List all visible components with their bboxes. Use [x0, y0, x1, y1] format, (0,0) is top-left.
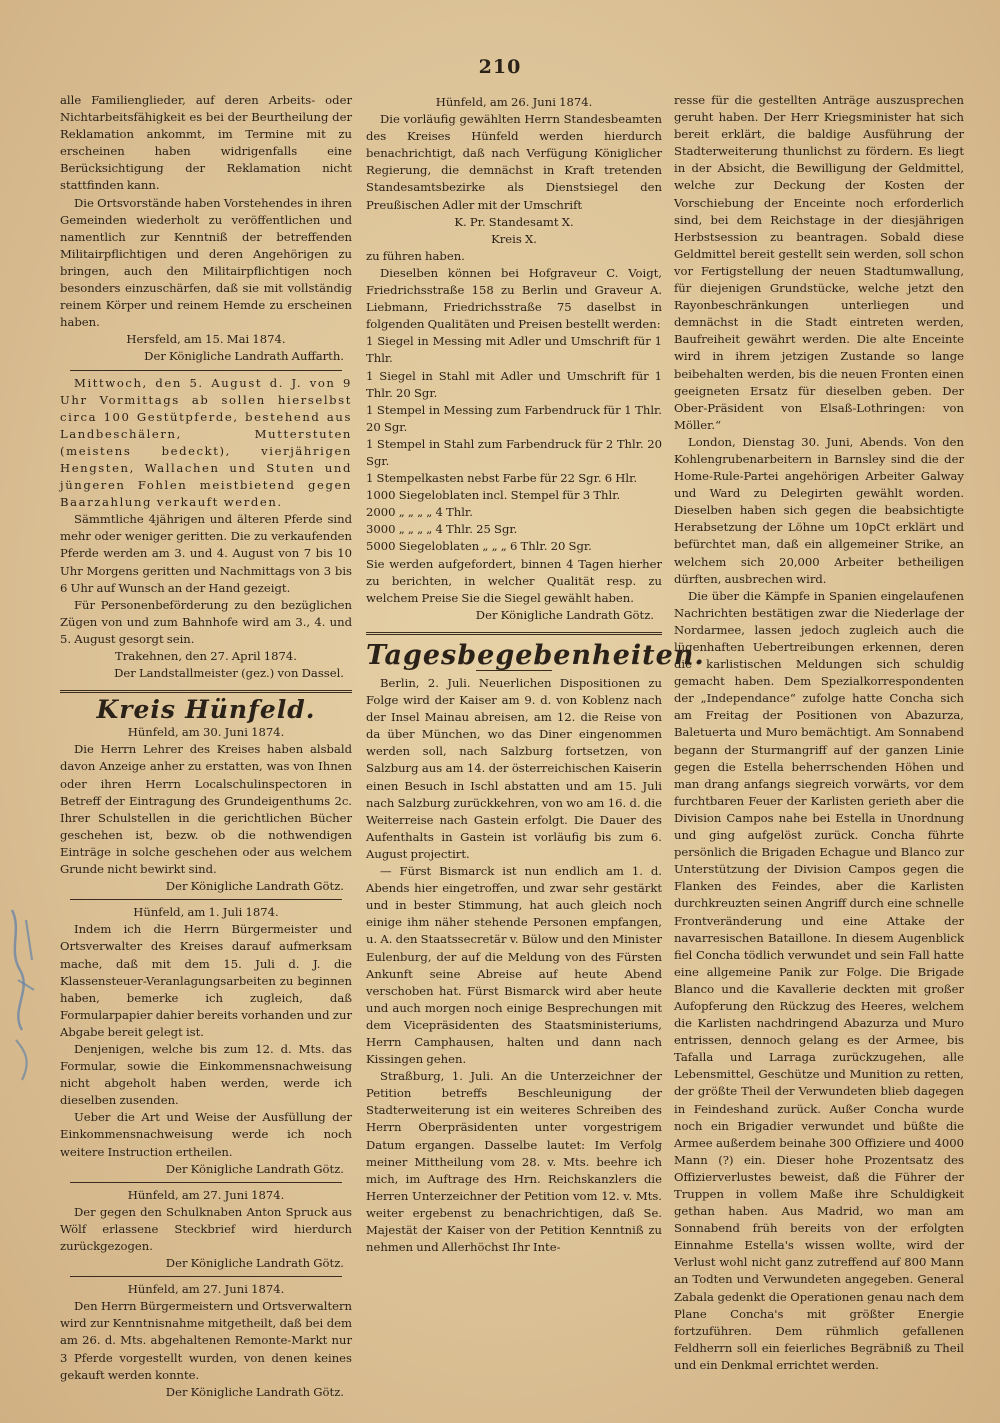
seal-inscription: Kreis X.: [491, 231, 537, 246]
paragraph: Den Herrn Bürgermeistern und Ortsverwaltern wird zur Kenntnisnahme mitgetheilt, daß bei dem am 26. d. Mts. abgehaltenen Remonte-Markt nur 3 Pferde vorgestellt wurden, von denen keines gekauft werden konnte.: [60, 1299, 352, 1382]
dateline: Hünfeld, am 26. Juni 1874.: [435, 95, 593, 109]
signature: Der Königliche Landrath Götz.: [165, 879, 344, 894]
divider: [70, 1276, 342, 1277]
paragraph: Ueber die Art und Weise der Ausfüllung der Einkommensnachweisung werde ich noch weitere Instruction ertheilen.: [60, 1110, 352, 1159]
paragraph: Denjenigen, welche bis zum 12. d. Mts. das Formular, sowie die Einkommensnachweisung nicht abgeholt haben werden, werde ich dieselben zusenden.: [60, 1041, 352, 1108]
paragraph: Der gegen den Schulknaben Anton Spruck aus Wölf erlassene Steckbrief wird hierdurch zurückgezogen.: [60, 1204, 352, 1253]
dateline: Hünfeld, am 27. Juni 1874.: [127, 1282, 285, 1297]
paragraph: Sämmtliche 4jährigen und älteren Pferde sind mehr oder weniger geritten. Die zu verkaufenden Pferde werden am 3. und 4. August von 7 bis 10 Uhr Morgens geritten und Nachmittags von 3 bis 6 Uhr auf Wunsch an der Hand gezeigt.: [60, 512, 352, 595]
price-item: 5000 Siegeloblaten „ „ „ 6 Thlr. 20 Sgr.: [366, 539, 592, 554]
signature: Der Königliche Landrath Auffarth.: [144, 349, 344, 364]
signature: Der Königliche Landrath Götz.: [165, 1384, 344, 1399]
price-item: 2000 „ „ „ „ 4 Thlr.: [366, 505, 473, 520]
dateline: Trakehnen, den 27. April 1874.: [115, 649, 297, 663]
signature: Der Königliche Landrath Götz.: [165, 1161, 344, 1176]
price-item: 1 Stempelkasten nebst Farbe für 22 Sgr. 6 Hlr.: [366, 471, 638, 486]
signature: Der Königliche Landrath Götz.: [165, 1256, 344, 1271]
column-middle: [366, 92, 705, 1256]
price-item: 1 Stempel in Messing zum Farbendruck für 1 Thlr. 20 Sgr.: [366, 402, 662, 434]
paragraph: alle Familienglieder, auf deren Arbeits- oder Nichtarbeitsfähigkeit es bei der Beurtheilung der Reklamation ankommt, im Termine mit zu erscheinen haben widrigenfalls eine Berücksichtigung der Reklamation nicht stattfinden kann.: [60, 93, 352, 193]
paragraph: Berlin, 2. Juli. Neuerlichen Dispositionen zu Folge wird der Kaiser am 9. d. von Koblenz nach der Insel Mainau abreisen, am 12. die Reise von da über München, wo das Diner eingenommen werden soll, nach Salzburg fortsetzen, von Salzburg aus am 14. der österreichischen Kaiserin einen Besuch in Ischl abstatten und am 15. Juli nach Salzburg zurückkehren, von wo am 16. d. die Weiterreise nach Gastein erfolgt. Die Dauer des Aufenthalts in Gastein ist vorläufig bis zum 6. August projectirt.: [366, 676, 662, 861]
paragraph: Die vorläufig gewählten Herrn Standesbeamten des Kreises Hünfeld werden hierdurch benachrichtigt, daß nach Verfügung Königlicher Regierung, die demnächst in Kraft tretenden Standesamtsbezirke als Dienstsiegel den Preußischen Adler mit der Umschrift: [366, 112, 662, 212]
page-number: 210: [478, 56, 522, 78]
price-item: 1000 Siegeloblaten incl. Stempel für 3 Thlr.: [366, 488, 621, 503]
price-item: 1 Siegel in Stahl mit Adler und Umschrift für 1 Thlr. 20 Sgr.: [366, 368, 662, 400]
signature: Der Landstallmeister (gez.) von Dassel.: [114, 666, 344, 681]
paragraph: — Fürst Bismarck ist nun endlich am 1. d. Abends hier eingetroffen, und zwar sehr gestärkt und in bester Stimmung, hat auch gleich noch einige ihm näher stehende Personen empfangen, u. A. den Staatssecretär v. Bülow und den Minister Eulenburg, der auf die Meldung von des Fürsten Ankunft seine Abreise auf heute Abend verschoben hat. Fürst Bismarck wird aber heute und auch morgen noch einige Besprechungen mit dem Vicepräsidenten des Staatsministeriums, Herrn Camphausen, halten und dann nach Kissingen gehen.: [366, 864, 662, 1067]
price-item: 3000 „ „ „ „ 4 Thlr. 25 Sgr.: [366, 522, 518, 537]
paragraph: Die über die Kämpfe in Spanien eingelaufenen Nachrichten bestätigen zwar die Niederlage der Nordarmee, lassen jedoch zugleich auch die lügenhaften Uebertreibungen erkennen, deren die karlistischen Meldungen sich schuldig gemacht haben. Dem Spezialkorrespondenten der „Independance“ zufolge hatte Concha sich am Freitag der Positionen von Abazurza, Baletuerta und Muro bemächtigt. Am Sonnabend begann der Sturmangriff auf der ganzen Linie gegen die Estella beherrschenden Höhen und man drang anfangs siegreich vorwärts, vor dem furchtbaren Feuer der Karlisten gerieth aber die Division Campos nahe bei Estella in Unordnung und ging aufgelöst zurück. Concha führte persönlich die Brigaden Echague und Blanco zur Unterstützung der Division Campos gegen die Flanken des Feindes, aber die Karlisten durchkreuzten seinen Angriff durch eine schnelle Frontveränderung und eine Attake der navarresischen Bataillone. In diesem Augenblick fiel Concha tödlich verwundet und sein Fall hatte eine allgemeine Panik zur Folge. Die Brigade Blanco und die Kavallerie deckten mit großer Aufopferung den Rückzug des Heeres, welchem die Karlisten nachdringend Abazurza und Muro entrissen, dennoch gelang es der Armee, bis Tafalla und Larraga zurückzugehen, alle Lebensmittel, Geschütze und Munition zu retten, der größte Theil der Verwundeten blieb dagegen in Feindeshand zurück. Außer Concha wurde noch ein Brigadier verwundet und büßte die Armee außerdem beinahe 300 Offiziere und 4000 Mann (?) ein. Dieser hohe Prozentsatz des Offizierverlustes beweist, daß die Führer der Truppen in vollem Maße ihre Schuldigkeit gethan haben. Aus Madrid, wo man am Sonnabend früh bereits von der erfolgten Einnahme Estella's wissen wollte, wird der Verlust wohl nicht ganz zutreffend auf 800 Mann an Todten und Verwundeten angegeben. General Zabala gedenkt die Operationen genau nach dem Plane Concha's mit größter Energie fortzuführen. Dem rühmlich gefallenen Feldherrn soll ein feierliches Begräbniß zu Theil und ein Denkmal errichtet werden.: [674, 588, 964, 1372]
price-item: 1 Stempel in Stahl zum Farbendruck für 2 Thlr. 20 Sgr.: [366, 436, 662, 468]
divider: [366, 632, 662, 635]
dateline: Hünfeld, am 30. Juni 1874.: [127, 725, 285, 740]
divider: [70, 899, 342, 900]
divider: [70, 370, 342, 371]
paragraph: Dieselben können bei Hofgraveur C. Voigt, Friedrichsstraße 158 zu Berlin und Graveur A. Liebmann, Friedrichsstraße 75 daselbst in folgenden Qualitäten und Preisen bestellt werden:: [366, 265, 662, 332]
paragraph: Sie werden aufgefordert, binnen 4 Tagen hierher zu berichten, in welcher Qualität resp. zu welchem Preise Sie die Siegel gewählt haben.: [366, 556, 662, 605]
divider: [60, 690, 352, 693]
paragraph: Die Ortsvorstände haben Vorstehendes in ihren Gemeinden wiederholt zu veröffentlichen und namentlich zur Kenntniß der betreffenden Militairpflichtigen und deren Angehörigen zu bringen, auch den Militairpflichtigen noch besonders einzuschärfen, daß sie mit vollständig reinem Körper und reinem Hemde zu erscheinen haben.: [60, 195, 352, 330]
paragraph: resse für die gestellten Anträge auszusprechen geruht haben. Der Herr Kriegsminister hat sich bereit erklärt, die baldige Ausführung der Stadterweiterung thunlichst zu fördern. Es liegt in der Absicht, die Bewilligung der Geldmittel, welche zur Deckung der Kosten der Vorschiebung der Enceinte noch erforderlich sind, bei dem Reichstage in der diesjährigen Herbstsession zu beantragen. Sobald diese Geldmittel bereit gestellt sein werden, soll schon vor Fertigstellung der neuen Stadtumwallung, für diejenigen Grundstücke, welche jetzt den Rayonbeschränkungen unterliegen und demnächst in die Stadt eintreten werden, Baufreiheit gewährt werden. Die alte Enceinte wird in ihrem jetzigen Zustande so lange beibehalten werden, bis die neuen Fronten einen geeigneten Ersatz für dieselben geben. Der Ober-Präsident von Elsaß-Lothringen: von Möller.“: [674, 93, 964, 432]
paragraph: Indem ich die Herrn Bürgermeister und Ortsverwalter des Kreises darauf aufmerksam mache, daß mit dem 15. Juli d. J. die Klassensteuer-Veranlagungsarbeiten zu beginnen haben, bemerke ich zugleich, daß Formularpapier dahier bereits vorhanden und zur Abgabe bereit gelegt ist.: [60, 922, 352, 1039]
paragraph: Die Herrn Lehrer des Kreises haben alsbald davon Anzeige anher zu erstatten, was von Ihnen oder ihren Herrn Localschulinspectoren in Betreff der Eintragung des Grundeigenthums 2c. Ihrer Schulstellen in die gerichtlichen Bücher geschehen ist, bezw. ob die nothwendigen Einträge in solche geschehen oder aus welchem Grunde nicht bewirkt sind.: [60, 742, 352, 877]
signature: Der Königliche Landrath Götz.: [475, 607, 654, 622]
paragraph: Für Personenbeförderung zu den bezüglichen Zügen von und zum Bahnhofe wird am 3., 4. und 5. August gesorgt sein.: [60, 597, 352, 646]
section-title-kreis-huenfeld: Kreis Hünfeld.: [96, 695, 316, 725]
divider: [70, 1182, 342, 1183]
dateline: Hünfeld, am 1. Juli 1874.: [133, 905, 279, 920]
seal-inscription: K. Pr. Standesamt X.: [454, 214, 574, 229]
paragraph: zu führen haben.: [366, 248, 465, 263]
price-item: 1 Siegel in Messing mit Adler und Umschrift für 1 Thlr.: [366, 334, 662, 366]
pencil-annotation: [2, 900, 46, 1100]
column-left: [60, 92, 352, 1401]
paragraph: Mittwoch, den 5. August d. J. von 9 Uhr Vormittags ab sollen hierselbst circa 100 Gestütpferde, bestehend aus Landbeschälern, Mutterstuten (meistens bedeckt), vierjährigen Hengsten, Wallachen und Stuten und jüngeren Fohlen meistbietend gegen Baarzahlung verkauft werden.: [60, 375, 352, 510]
dateline: Hünfeld, am 27. Juni 1874.: [127, 1187, 285, 1202]
paragraph: London, Dienstag 30. Juni, Abends. Von den Kohlengrubenarbeitern in Barnsley sind die der Home-Rule-Partei angehörigen Arbeiter Galway und Ward zu Delegirten gewählt worden. Dieselben haben sich gegen die beabsichtigte Herabsetzung der Löhne um 10pCt erklärt und befürchtet man, daß ein allgemeiner Strike, an welchem sich 20,000 Arbeiter betheiligen dürften, ausbrechen wird.: [674, 434, 964, 586]
column-right: [674, 92, 964, 1374]
paragraph: Straßburg, 1. Juli. An die Unterzeichner der Petition betreffs Beschleunigung der Stadterweiterung ist ein weiteres Schreiben des Herrn Oberpräsidenten unter vorgestrigem Datum ergangen. Dasselbe lautet: Im Verfolg meiner Mittheilung vom 28. v. Mts. beehre ich mich, im Auftrage des Hrn. Reichskanzlers die Herren Unterzeichner der Petition vom 12. v. Mts. weiter ergebenst zu benachrichtigen, daß Se. Majestät der Kaiser von der Petition Kenntniß zu nehmen und Allerhöchst Ihr Inte-: [366, 1069, 662, 1255]
section-title-tagesbegebenheiten: Tagesbegebenheiten.: [366, 639, 705, 671]
dateline: Hersfeld, am 15. Mai 1874.: [126, 332, 286, 347]
